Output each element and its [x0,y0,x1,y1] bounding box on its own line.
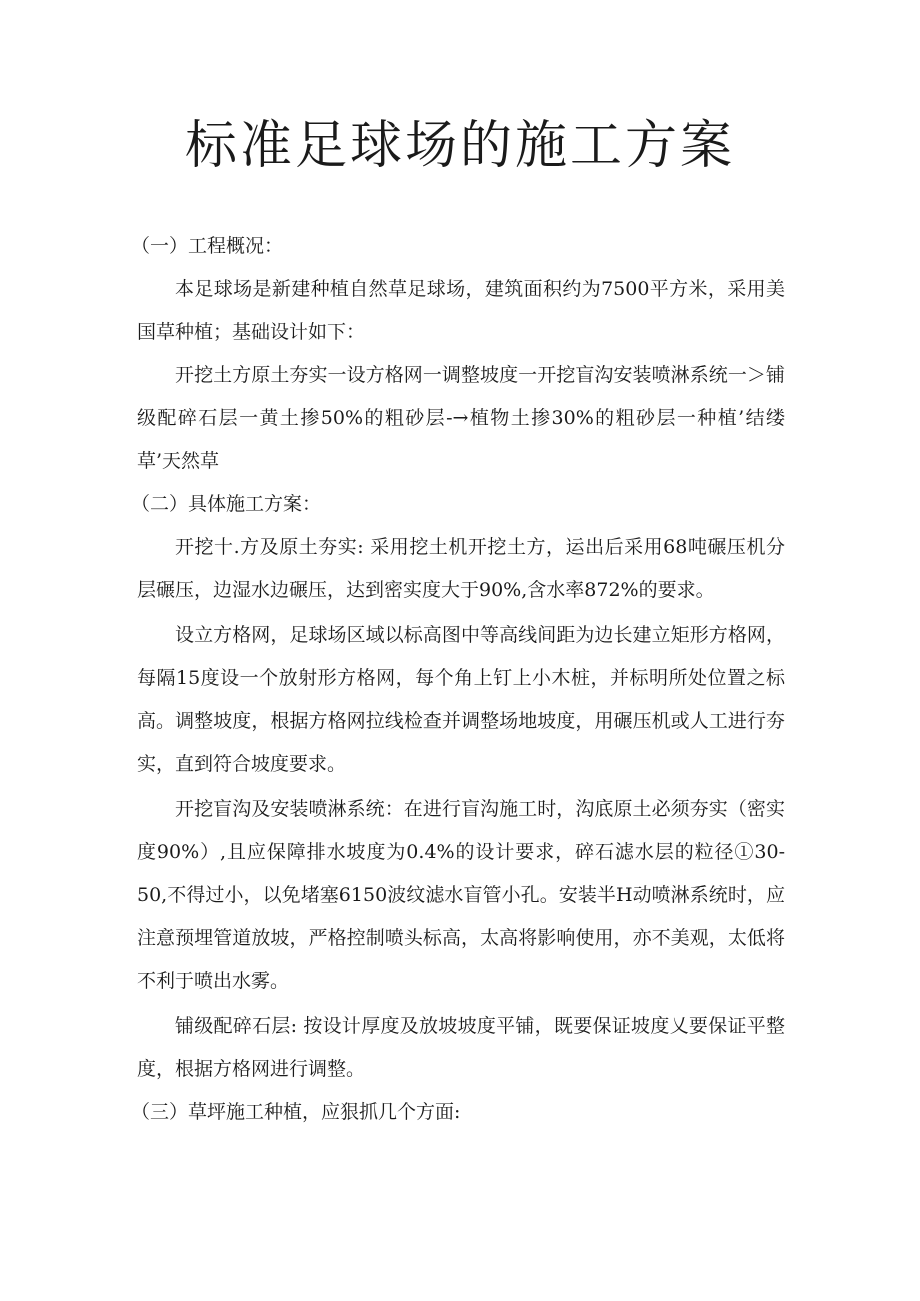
document-title: 标准足球场的施工方案 [184,116,735,176]
paragraph-overview-intro: 本足球场是新建种植自然草足球场，建筑面积约为7500平方米，采用美国草种植；基础设计如下： [137,278,785,343]
section-heading-turf-planting: （三）草坪施工种植，应狠抓几个方面: [131,1101,461,1123]
section-heading-construction-plan: （二）具体施工方案： [131,493,322,515]
document-body [131,225,785,1134]
paragraph-gravel-layer: 铺级配碎石层: 按设计厚度及放坡坡度平铺，既要保证坡度乂要保证平整度，根据方格网进行调整。 [137,1015,785,1080]
paragraph-drainage-irrigation: 开挖盲沟及安装喷淋系统：在进行盲沟施工时，沟底原土必须夯实（密实度90%）,且应保障排水坡度为0.4%的设计要求，碎石滤水层的粒径①30-50,不得过小，以免堵塞6150波纹滤水盲管小孔。安装半H动喷淋系统时，应注意预埋管道放坡，严格控制喷头标高，太高将影响使用，亦不美观，太低将不利于喷出水雾。 [137,798,785,992]
paragraph-excavation: 开挖十.方及原土夯实: 采用挖土机开挖土方，运出后采用68吨碾压机分层碾压，边湿水边碾压，达到密实度大于90%,含水率872%的要求。 [137,536,785,601]
section-heading-overview: （一）工程概况： [131,235,284,257]
paragraph-process-flow: 开挖土方原土夯实一设方格网一调整坡度一开挖盲沟安装喷淋系统一＞铺级配碎石层一黄土掺50%的粗砂层-→植物土掺30%的粗砂层一种植’结缕草’天然草 [137,364,785,472]
paragraph-grid-setup: 设立方格网，足球场区域以标高图中等高线间距为边长建立矩形方格网，每隔15度设一个放射形方格网，每个角上钉上小木桩，并标明所处位置之标高。调整坡度，根据方格网拉线检查并调整场地坡度，用碾压机或人工进行夯实，直到符合坡度要求。 [137,624,785,775]
